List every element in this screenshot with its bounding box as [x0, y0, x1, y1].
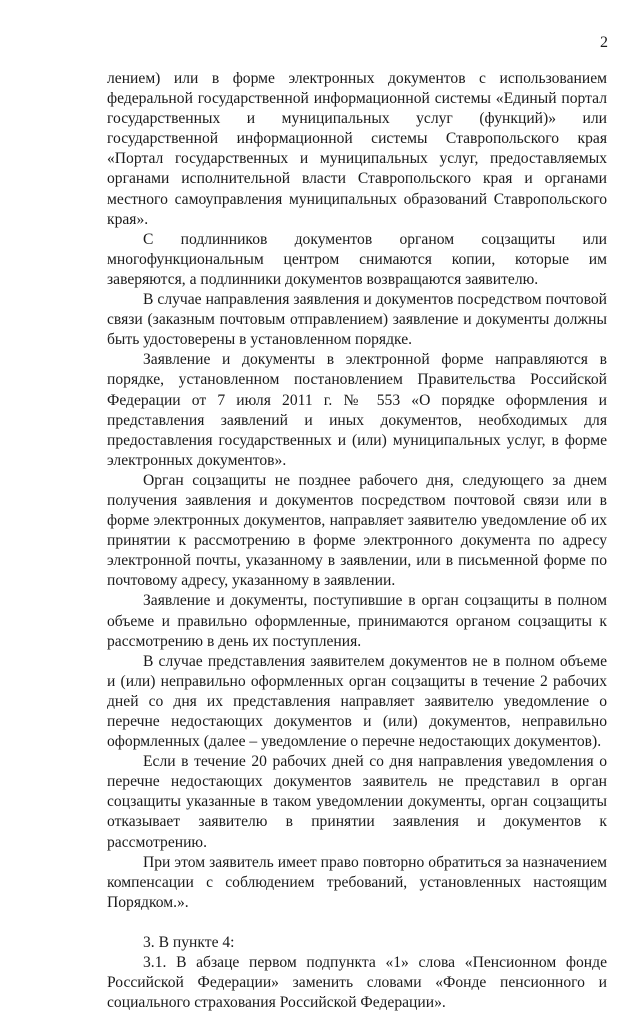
document-body [107, 69, 607, 1013]
paragraph-postal: В случае направления заявления и документов посредством почтовой связи (заказным почтовым отправлением) заявление и документы должны быть удостоверены в установленном порядке. [107, 291, 607, 349]
paragraph-incomplete: В случае представления заявителем документов не в полном объеме и (или) неправильно оформленных орган соцзащиты в течение 2 рабочих дней со дня их представления направляет заявителю уведомление о перечне недостающих документов и (или) документов, неправильно оформленных (далее – уведомление о перечне недостающих документов). [107, 652, 607, 751]
paragraph-copies: С подлинников документов органом соцзащиты или многофункциональным центром снимаются копии, которые им заверяются, а подлинники документов возвращаются заявителю. [107, 230, 607, 288]
paragraph-electronic: Заявление и документы в электронной форме направляются в порядке, установленном постановлением Правительства Российской Федерации от 7 июля 2011 г. № 553 «О порядке оформления и представления заявлений и иных документов, необходимых для предоставления государственных и (или) муниципальных услуг, в форме электронных документов». [107, 351, 607, 469]
paragraph-notification: Орган соцзащиты не позднее рабочего дня, следующего за днем получения заявления и документов посредством почтовой связи или в форме электронных документов, направляет заявителю уведомление об их принятии к рассмотрению в форме электронного документа по адресу электронной почты, указанному в заявлении, или в письменной форме по почтовому адресу, указанному в заявлении. [107, 471, 607, 590]
paragraph-acceptance: Заявление и документы, поступившие в орган соцзащиты в полном объеме и правильно оформленные, принимаются органом соцзащиты к рассмотрению в день их поступления. [107, 592, 607, 650]
paragraph-reapply: При этом заявитель имеет право повторно обратиться за назначением компенсации с соблюдением требований, установленных настоящим Порядком.». [107, 853, 607, 911]
paragraph-refusal: Если в течение 20 рабочих дней со дня направления уведомления о перечне недостающих документов заявитель не представил в орган соцзащиты указанные в таком уведомлении документы, орган соцзащиты отказывает заявителю в принятии заявления и документов к рассмотрению. [107, 753, 607, 851]
paragraph-continuation: лением) или в форме электронных документов с использованием федеральной государственной информационной системы «Единый портал государственных и муниципальных услуг (функций)» или государственной информационной системы Ставропольского края «Портал государственных и муниципальных услуг, предоставляемых органами исполнительной власти Ставропольского края и органами местного самоуправления муниципальных образований Ставропольского края». [107, 70, 607, 228]
page-number: 2 [600, 34, 608, 51]
paragraph-point-3-1: 3.1. В абзаце первом подпункта «1» слова «Пенсионном фонде Российской Федерации» заменить словами «Фонде пенсионного и социального страхования Российской Федерации». [107, 954, 607, 1012]
paragraph-point-3: 3. В пункте 4: [143, 933, 235, 951]
